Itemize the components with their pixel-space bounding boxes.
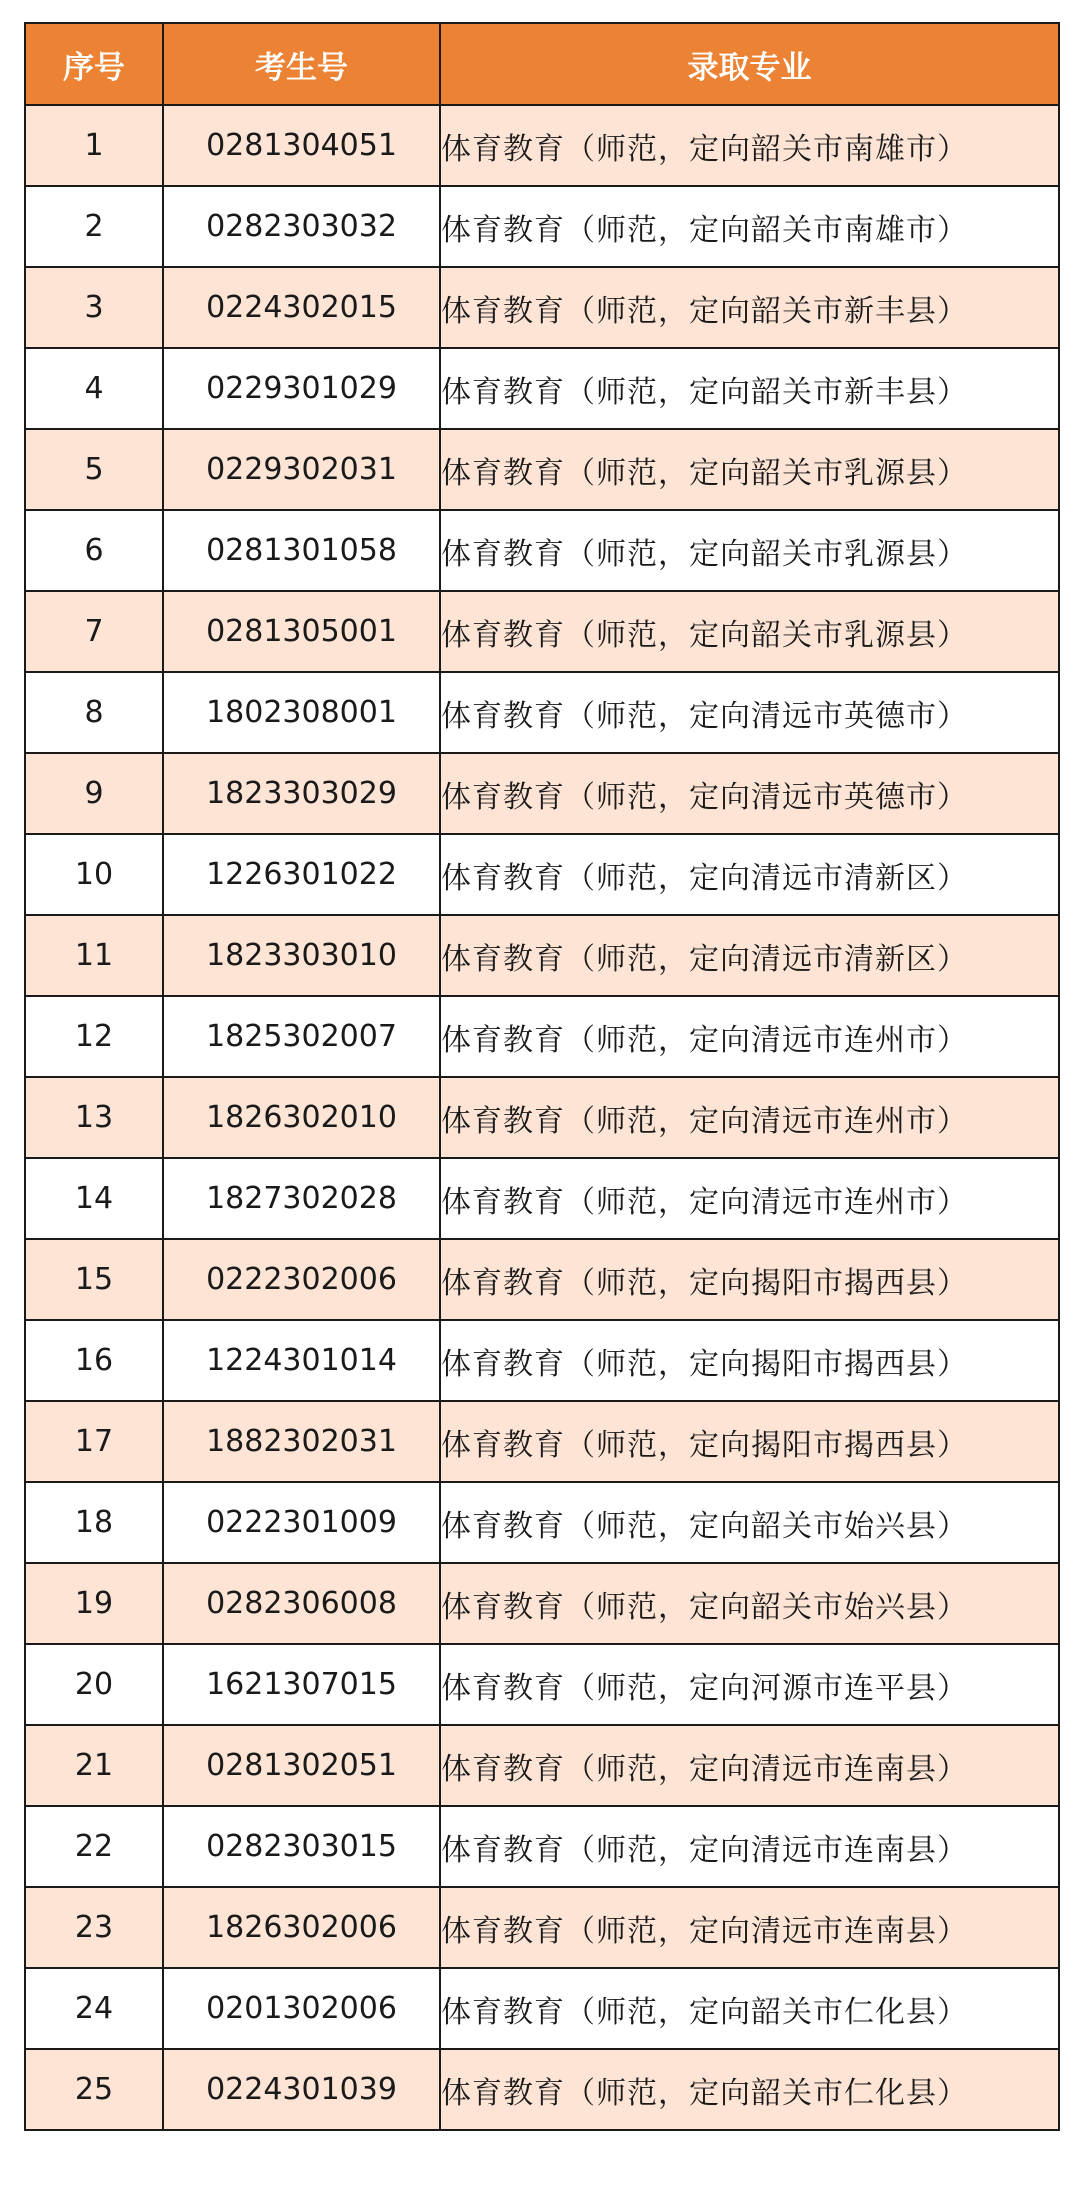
cell-exam-id: 1224301014 [163, 1320, 440, 1401]
cell-index: 14 [25, 1158, 163, 1239]
cell-major: 体育教育（师范，定向韶关市乳源县） [440, 591, 1059, 672]
cell-exam-id: 1825302007 [163, 996, 440, 1077]
cell-index: 2 [25, 186, 163, 267]
cell-index: 18 [25, 1482, 163, 1563]
cell-major: 体育教育（师范，定向揭阳市揭西县） [440, 1401, 1059, 1482]
header-index: 序号 [25, 23, 163, 105]
cell-exam-id: 0282303032 [163, 186, 440, 267]
cell-exam-id: 1826302006 [163, 1887, 440, 1968]
table-body [25, 105, 1059, 2130]
cell-exam-id: 1226301022 [163, 834, 440, 915]
table-row [25, 1482, 1059, 1563]
cell-exam-id: 1827302028 [163, 1158, 440, 1239]
cell-major: 体育教育（师范，定向清远市英德市） [440, 672, 1059, 753]
table-row [25, 1158, 1059, 1239]
table-row [25, 996, 1059, 1077]
table-row [25, 1320, 1059, 1401]
cell-index: 16 [25, 1320, 163, 1401]
header-major: 录取专业 [440, 23, 1059, 105]
cell-major: 体育教育（师范，定向韶关市南雄市） [440, 105, 1059, 186]
cell-major: 体育教育（师范，定向清远市连州市） [440, 1158, 1059, 1239]
cell-major: 体育教育（师范，定向清远市连南县） [440, 1887, 1059, 1968]
cell-major: 体育教育（师范，定向揭阳市揭西县） [440, 1320, 1059, 1401]
table-row [25, 2049, 1059, 2130]
table-row [25, 1887, 1059, 1968]
cell-index: 3 [25, 267, 163, 348]
cell-major: 体育教育（师范，定向清远市英德市） [440, 753, 1059, 834]
table-row [25, 915, 1059, 996]
cell-exam-id: 0229302031 [163, 429, 440, 510]
cell-major: 体育教育（师范，定向清远市清新区） [440, 834, 1059, 915]
cell-index: 25 [25, 2049, 163, 2130]
cell-major: 体育教育（师范，定向韶关市仁化县） [440, 1968, 1059, 2049]
cell-exam-id: 0229301029 [163, 348, 440, 429]
cell-major: 体育教育（师范，定向韶关市南雄市） [440, 186, 1059, 267]
cell-exam-id: 0224301039 [163, 2049, 440, 2130]
cell-exam-id: 0281304051 [163, 105, 440, 186]
table-row [25, 834, 1059, 915]
cell-major: 体育教育（师范，定向揭阳市揭西县） [440, 1239, 1059, 1320]
table-row [25, 105, 1059, 186]
cell-exam-id: 0282303015 [163, 1806, 440, 1887]
cell-major: 体育教育（师范，定向韶关市乳源县） [440, 429, 1059, 510]
cell-exam-id: 1823303010 [163, 915, 440, 996]
cell-major: 体育教育（师范，定向韶关市新丰县） [440, 267, 1059, 348]
cell-exam-id: 0222301009 [163, 1482, 440, 1563]
table-row [25, 510, 1059, 591]
cell-exam-id: 1802308001 [163, 672, 440, 753]
table-row [25, 1239, 1059, 1320]
cell-major: 体育教育（师范，定向清远市连南县） [440, 1806, 1059, 1887]
cell-major: 体育教育（师范，定向清远市连州市） [440, 996, 1059, 1077]
cell-exam-id: 1621307015 [163, 1644, 440, 1725]
cell-exam-id: 0282306008 [163, 1563, 440, 1644]
cell-major: 体育教育（师范，定向韶关市乳源县） [440, 510, 1059, 591]
cell-exam-id: 0222302006 [163, 1239, 440, 1320]
cell-index: 13 [25, 1077, 163, 1158]
cell-exam-id: 0224302015 [163, 267, 440, 348]
cell-exam-id: 0201302006 [163, 1968, 440, 2049]
table-header [25, 23, 1059, 105]
table-row [25, 267, 1059, 348]
cell-exam-id: 1826302010 [163, 1077, 440, 1158]
cell-index: 21 [25, 1725, 163, 1806]
cell-index: 10 [25, 834, 163, 915]
cell-index: 8 [25, 672, 163, 753]
header-exam-id: 考生号 [163, 23, 440, 105]
cell-index: 5 [25, 429, 163, 510]
admission-table [24, 22, 1060, 2131]
table-row [25, 348, 1059, 429]
table-row [25, 591, 1059, 672]
table-row [25, 1401, 1059, 1482]
cell-index: 23 [25, 1887, 163, 1968]
cell-index: 1 [25, 105, 163, 186]
cell-exam-id: 0281302051 [163, 1725, 440, 1806]
cell-major: 体育教育（师范，定向韶关市新丰县） [440, 348, 1059, 429]
cell-index: 24 [25, 1968, 163, 2049]
cell-index: 6 [25, 510, 163, 591]
table-row [25, 1644, 1059, 1725]
table-row [25, 672, 1059, 753]
table-row [25, 429, 1059, 510]
table-row [25, 1725, 1059, 1806]
cell-exam-id: 1882302031 [163, 1401, 440, 1482]
cell-index: 11 [25, 915, 163, 996]
table-row [25, 1806, 1059, 1887]
cell-major: 体育教育（师范，定向清远市清新区） [440, 915, 1059, 996]
cell-major: 体育教育（师范，定向清远市连南县） [440, 1725, 1059, 1806]
cell-index: 4 [25, 348, 163, 429]
cell-index: 17 [25, 1401, 163, 1482]
table-row [25, 1968, 1059, 2049]
cell-major: 体育教育（师范，定向河源市连平县） [440, 1644, 1059, 1725]
cell-exam-id: 0281305001 [163, 591, 440, 672]
cell-exam-id: 1823303029 [163, 753, 440, 834]
cell-index: 22 [25, 1806, 163, 1887]
cell-index: 20 [25, 1644, 163, 1725]
cell-major: 体育教育（师范，定向韶关市仁化县） [440, 2049, 1059, 2130]
cell-index: 19 [25, 1563, 163, 1644]
cell-exam-id: 0281301058 [163, 510, 440, 591]
cell-major: 体育教育（师范，定向清远市连州市） [440, 1077, 1059, 1158]
table-row [25, 753, 1059, 834]
table-row [25, 186, 1059, 267]
cell-index: 9 [25, 753, 163, 834]
cell-major: 体育教育（师范，定向韶关市始兴县） [440, 1482, 1059, 1563]
table-row [25, 1077, 1059, 1158]
cell-index: 15 [25, 1239, 163, 1320]
cell-index: 12 [25, 996, 163, 1077]
cell-index: 7 [25, 591, 163, 672]
table-row [25, 1563, 1059, 1644]
header-row [25, 23, 1059, 105]
cell-major: 体育教育（师范，定向韶关市始兴县） [440, 1563, 1059, 1644]
